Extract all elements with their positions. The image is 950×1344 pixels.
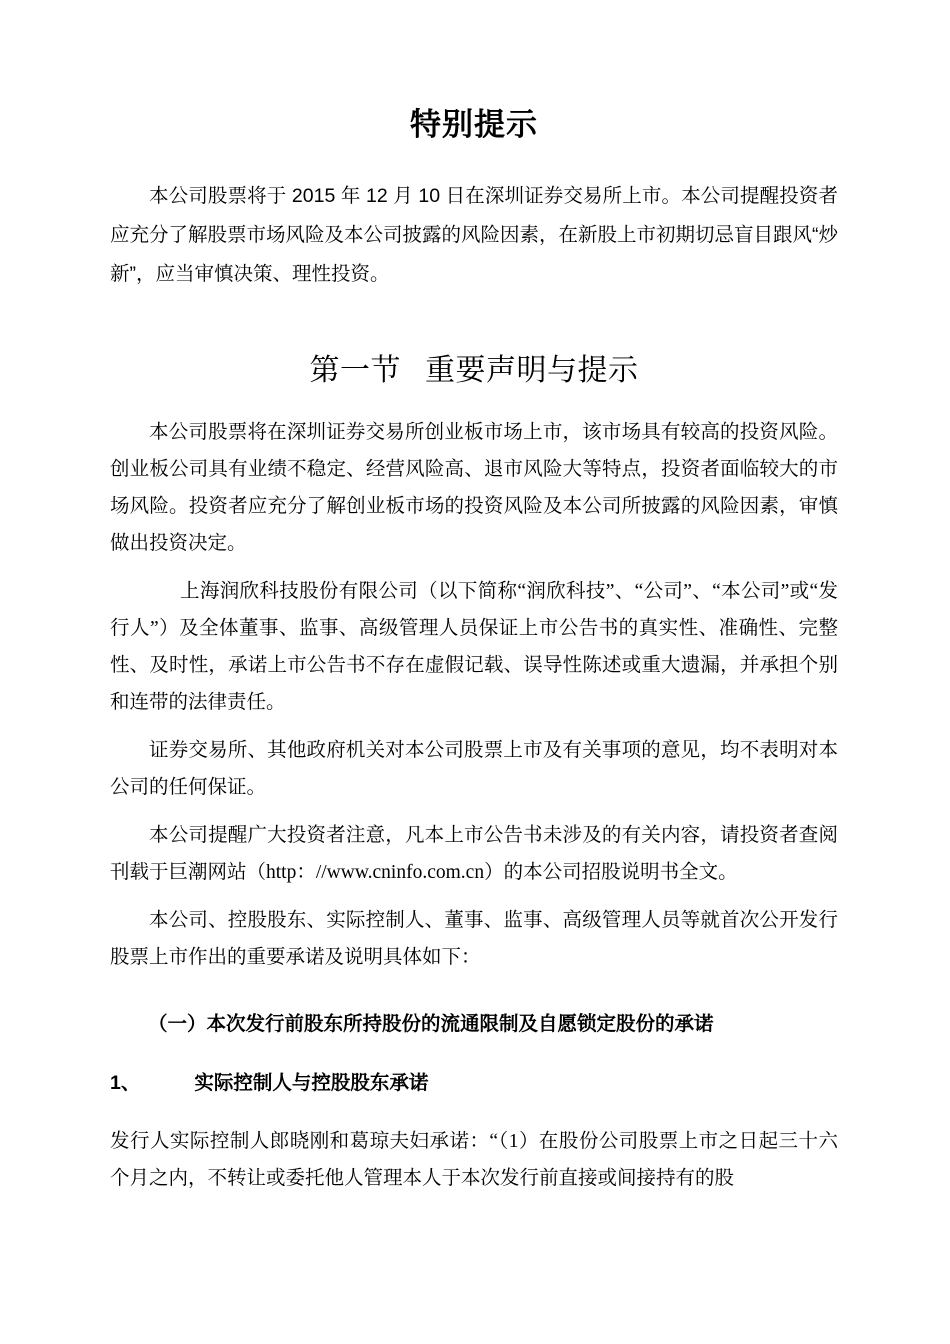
- subheading-share-lockup: （一）本次发行前股东所持股份的流通限制及自愿锁定股份的承诺: [148, 1012, 714, 1035]
- paragraph-exchange-statement: 证券交易所、其他政府机关对本公司股票上市及有关事项的意见，均不表明对本公司的任何保证。: [110, 739, 838, 798]
- section-heading: [110, 294, 838, 390]
- paragraph-company-declaration: 上海润欣科技股份有限公司（以下简称“润欣科技”、“公司”、“本公司”或“发行人”）及全体董事、监事、高级管理人员保证上市公告书的真实性、准确性、完整性、及时性，承诺上市公告书不存在虚假记载、误导性陈述或重大遗漏，并承担个别和连带的法律责任。: [110, 580, 838, 713]
- section-number: 第一节: [309, 353, 401, 387]
- section-name: 重要声明与提示: [425, 353, 639, 387]
- subheading-controller-commitment: [110, 1042, 838, 1101]
- subheading-number: 1、: [110, 1071, 141, 1094]
- paragraph-controller-pledge: 发行人实际控制人郎晓刚和葛琼夫妇承诺：“（1）在股份公司股票上市之日起三十六个月之内，不转让或委托他人管理本人于本次发行前直接或间接持有的股: [110, 1130, 838, 1189]
- page-title: 特别提示: [410, 107, 538, 142]
- paragraph-prospectus-reference: 本公司提醒广大投资者注意，凡本上市公告书未涉及的有关内容，请投资者查阅刊载于巨潮网站（http：//www.cninfo.com.cn）的本公司招股说明书全文。: [110, 824, 838, 883]
- paragraph-market-risk: 本公司股票将在深圳证券交易所创业板市场上市，该市场具有较高的投资风险。创业板公司具有业绩不稳定、经营风险高、退市风险大等特点，投资者面临较大的市场风险。投资者应充分了解创业板市场的投资风险及本公司所披露的风险因素，审慎做出投资决定。: [110, 421, 838, 554]
- paragraph-commitments-intro: 本公司、控股股东、实际控制人、董事、监事、高级管理人员等就首次公开发行股票上市作出的重要承诺及说明具体如下：: [110, 909, 838, 968]
- subheading-number-text: 实际控制人与控股股东承诺: [194, 1071, 429, 1094]
- special-notice-paragraph: 本公司股票将于 2015 年 12 月 10 日在深圳证券交易所上市。本公司提醒投资者应充分了解股票市场风险及本公司披露的风险因素，在新股上市初期切忌盲目跟风“炒新”，应当审慎决策、理性投资。: [110, 184, 838, 285]
